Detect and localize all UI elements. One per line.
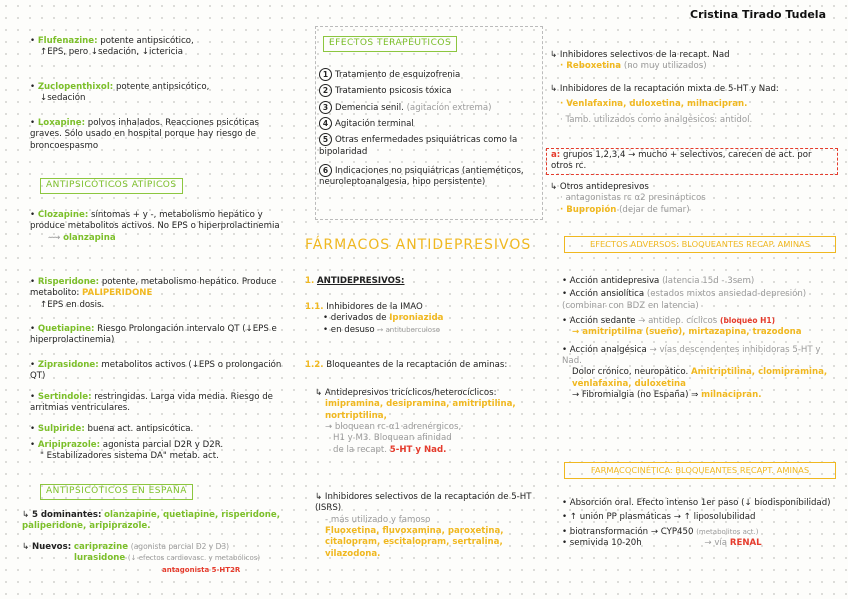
item-text: • Acción antidepresiva — [562, 276, 660, 286]
drug-name: Clozapine: — [37, 210, 89, 220]
note-text: → antidep. cíclicos — [638, 316, 718, 327]
item-text: • ↑ unión PP plasmáticas → ↑ liposolubilidad — [562, 512, 756, 523]
note-text: buena act. antipsicótica. — [87, 424, 194, 434]
drug-name: Loxapine: — [37, 118, 86, 128]
efecto-text: Tratamiento de esquizofrenia — [335, 70, 461, 80]
item-text: • semivida 10-20h — [562, 538, 642, 549]
atipicos-title — [40, 178, 183, 194]
note-text: (no muy utilizados) — [623, 61, 707, 72]
aripiprazole-note: • Aripiprazole: agonista parcial D2R y D2R. " Estabilizadores sistema DA" metab. act. — [30, 440, 285, 463]
bloqueantes-section — [305, 360, 543, 371]
efecto-text: Indicaciones no psiquiátricas (antieméticos, neuroleptoanalgesia, hipo persistente) — [319, 166, 524, 188]
number-icon: 1 — [319, 68, 332, 81]
drug-name: Risperidone: — [37, 277, 100, 287]
nad-section — [550, 50, 840, 73]
note-text: agonista parcial D2R y D2R. — [102, 440, 224, 450]
item-text: • biotransformación → CYP450 — [562, 526, 694, 537]
note-text: → vía — [704, 538, 728, 549]
drug-name: olanzapina — [63, 232, 116, 243]
clozapine-note: • Clozapine: síntomas + y -, metabolismo hepático y produce metabolitos activos. No EPS o hiperprolactinemia ⟿ olanzapina — [30, 210, 280, 243]
note-text: potente, metabolismo hepático. Produce metabolito: — [30, 277, 277, 299]
subsection-heading: ↳ Antidepresivos tricíclicos/heterocíclicos: — [315, 388, 497, 398]
triciclicos-section — [315, 388, 541, 456]
item-text: • Acción analgésica — [562, 344, 647, 355]
drug-list: Fluoxetina, fluvoxamina, paroxetina, citalopram, escitalopram, sertralina, vilazodona. — [325, 526, 504, 559]
note-text: potente antipsicótico, — [115, 82, 210, 92]
grupos-box — [546, 148, 838, 175]
note-text: · Tamb. utilizados como analgésicos: antidol. — [560, 114, 753, 125]
drug-list: imipramina, desipramina, amitriptilina, nortriptilina, — [325, 399, 516, 421]
section-heading: ANTIDEPRESIVOS: — [316, 276, 405, 286]
risperidone-note: • Risperidone: potente, metabolismo hepático. Produce metabolito: PALIPERIDONE ↑EPS en dosis. — [30, 277, 285, 311]
drug-name: · Reboxetina — [560, 61, 622, 72]
adversos-title: EFECTOS ADVERSOS: BLOQUEANTES RECAP. AMINAS — [564, 236, 836, 253]
farmacos-title: FÁRMACOS ANTIDEPRESIVOS — [305, 237, 532, 253]
section-heading: Inhibidores de la IMAO — [326, 302, 423, 312]
subsection-heading: ↳ Inhibidores selectivos de la recapt. Nad — [550, 50, 730, 60]
antidepresivos-heading — [305, 276, 543, 287]
note-marker: a: — [551, 150, 561, 160]
note-text: · antagonistas rc α2 presinápticos — [560, 193, 706, 204]
item-text: Dolor crónico, neuropático. — [572, 367, 689, 378]
espana-title — [40, 484, 193, 500]
subsection-heading: ↳ Otros antidepresivos — [550, 182, 649, 192]
drug-name: milnacipran. — [701, 390, 762, 401]
drug-list: Amitriptilina, clomipramina, venlafaxina, duloxetina — [572, 367, 828, 389]
note-text: - más utilizado y famoso — [325, 514, 431, 525]
note-text: (dejar de fumar) — [619, 204, 690, 215]
item-text: • Acción sedante — [562, 316, 636, 327]
note-text: → antituberculoso — [377, 325, 441, 334]
drug-name: Quetiapine: — [37, 324, 95, 334]
note-text: (↓ efectos cardiovasc. y metabólicos) — [127, 554, 261, 563]
number-icon: 6 — [319, 164, 332, 177]
drug-name: Flufenazine: — [37, 36, 98, 46]
sulpiride-note: • Sulpiride: buena act. antipsicótica. — [30, 424, 194, 434]
note-text: ↓sedación — [40, 93, 86, 104]
loxapine-note: • Loxapine: polvos inhalados. Reacciones psicóticas graves. Sólo usado en hospital porque hay riesgo de broncoespasmo — [30, 118, 259, 151]
otros-section — [550, 182, 840, 216]
section-number: 1. — [305, 276, 315, 286]
drug-name: Sulpiride: — [37, 424, 85, 434]
column-efectos-antidepresivos — [305, 0, 543, 599]
section-title: ANTIPSICÓTICOS ATÍPICOS — [40, 178, 183, 194]
drug-name: cariprazine — [73, 542, 129, 552]
drug-name: Ziprasidone: — [37, 360, 99, 370]
note-text: RENAL — [729, 538, 762, 549]
efecto-item — [319, 68, 537, 81]
ziprasidone-note: • Ziprasidone: metabolitos activos (↓EPS o prolongación QT) — [30, 360, 282, 382]
nuevos-note: ↳ Nuevos: cariprazine (agonista parcial D2 y D3) lurasidone (↓ efectos cardiovasc. y metabólicos) antagonista 5-HT2R — [22, 542, 261, 574]
note-text: de la recapt. — [333, 444, 388, 455]
note-text: metabolitos activos (↓EPS o prolongación QT) — [30, 360, 282, 382]
quetiapine-note: • Quetiapine: Riesgo Prolongación intervalo QT (↓EPS e hiperprolactinemia) — [30, 324, 277, 346]
efecto-item — [319, 101, 537, 114]
note-text: ↑EPS, pero ↓sedación, ↓ictericia — [40, 47, 184, 58]
efecto-item — [319, 84, 537, 97]
item-text: • Absorción oral. Efecto intenso 1er paso (↓ biodisponibilidad) — [562, 498, 831, 508]
drug-list: olanzapine, quetiapine, risperidone, paliperidone, aripiprazole. — [22, 510, 280, 532]
subsection-heading: ↳ Inhibidores selectivos de la recaptación de 5-HT (ISRS) — [315, 492, 532, 514]
note-text: (latencia 15d - 3sem) — [662, 276, 755, 286]
drug-name: lurasidone — [74, 553, 126, 564]
note-text: (bloqueo H1) — [720, 316, 776, 326]
efecto-text: Agitación terminal — [335, 119, 414, 130]
note-text: restringidas. Larga vida media. Riesgo de arritmias ventriculares. — [30, 392, 273, 414]
section-title: EFECTOS TERAPÉUTICOS — [323, 36, 457, 52]
note-text: grupos 1,2,3,4 → mucho + selectivos, carecen de act. por otros rc. — [551, 150, 812, 172]
efecto-text: Demencia senil. — [335, 102, 404, 113]
drug-name: Zuclopenthixol: — [37, 82, 114, 92]
section-number: 1.2. — [305, 360, 324, 370]
note-text: (agonista parcial D2 y D3) — [130, 542, 230, 551]
subsection-heading: ↳ Inhibidores de la recaptación mixta de 5-HT y Nad: — [550, 84, 779, 94]
number-icon: 3 — [319, 101, 332, 114]
note-text: (metabolitos act.) — [696, 527, 759, 536]
arrow-icon: ⟿ — [48, 232, 64, 243]
grupos-note — [546, 148, 838, 175]
efectos-title — [323, 36, 457, 52]
drug-name: Iproniazida — [389, 313, 444, 324]
item-text: • Acción ansiolítica — [562, 289, 645, 300]
drug-name: Aripiprazole: — [37, 440, 101, 450]
column-antipsicoticos — [22, 0, 290, 599]
note-text: • derivados de — [323, 313, 387, 324]
note-text: " Estabilizadores sistema DA" metab. act. — [40, 451, 219, 462]
note-text: Riesgo Prolongación intervalo QT (↓EPS e hiperprolactinemia) — [30, 324, 277, 346]
note-text: polvos inhalados. Reacciones psicóticas graves. Sólo usado en hospital porque hay riesgo de broncoespasmo — [30, 118, 259, 151]
number-icon: 2 — [319, 84, 332, 97]
isrs-section — [315, 492, 541, 560]
drug-name: PALIPERIDONE — [82, 288, 153, 299]
number-icon: 4 — [319, 117, 332, 130]
note-text: síntomas + y -, metabolismo hepático y produce metabolitos activos. No EPS o hiperprolactinemia — [30, 210, 280, 232]
section-title: ANTIPSICÓTICOS EN ESPAÑA — [40, 484, 193, 500]
drug-list: → amitriptilina (sueño), mirtazapina, trazodona — [572, 327, 802, 338]
farmacocinetica-title: FARMACOCINÉTICA: BLOQUEANTES RECAPT. AMINAS — [564, 462, 836, 479]
flufenazine-note: • Flufenazine: potente antipsicótico, ↑EPS, pero ↓sedación, ↓ictericia — [30, 36, 285, 59]
number-icon: 5 — [319, 133, 332, 146]
section-number: 1.1. — [305, 302, 324, 312]
note-text: ↑EPS en dosis. — [40, 299, 105, 310]
sertindole-note: • Sertindole: restringidas. Larga vida media. Riesgo de arritmias ventriculares. — [30, 392, 273, 414]
efecto-item — [319, 117, 537, 130]
note-text: → bloquean rc-α1 adrenérgicos, — [325, 422, 462, 433]
note-label: 5 dominantes: — [31, 510, 102, 520]
efecto-item — [319, 164, 537, 189]
efecto-text: Tratamiento psicosis tóxica — [335, 86, 452, 97]
note-text: → vías descendentes inhibidoras 5-HT y Nad. — [562, 344, 821, 367]
adversos-list — [562, 276, 838, 401]
note-text: H1 y M3. Bloquean afinidad — [333, 433, 452, 444]
note-text: 5-HT y Nad. — [389, 444, 447, 455]
note-text: antagonista 5-HT2R — [162, 565, 241, 574]
drug-name: Sertindole: — [37, 392, 92, 402]
item-text: → Fibromialgia (no España) ⇒ — [572, 390, 699, 401]
efecto-text: Otras enfermedades psiquiátricas como la bipolaridad — [319, 135, 518, 157]
note-text: • en desuso — [323, 324, 375, 335]
mixta-section — [550, 84, 840, 126]
note-text: (estados mixtos ansiedad-depresión) (combinar con BDZ en latencia) — [562, 289, 807, 311]
efectos-list — [319, 68, 537, 189]
dominantes-note: ↳ 5 dominantes: olanzapine, quetiapine, risperidone, paliperidone, aripiprazole. — [22, 510, 280, 532]
drug-name: · Bupropión — [560, 204, 617, 215]
drug-list: · Venlafaxina, duloxetina, milnacipran. — [560, 99, 748, 110]
note-label: Nuevos: — [31, 542, 72, 552]
efecto-item — [319, 133, 537, 158]
zuclopenthixol-note: • Zuclopenthixol: potente antipsicótico, ↓sedación — [30, 82, 285, 105]
note-text: potente antipsicótico, — [100, 36, 194, 46]
efecto-extra: (agitación extrema) — [406, 102, 492, 113]
section-heading: Bloqueantes de la recaptación de aminas: — [326, 360, 508, 370]
author-name: Cristina Tirado Tudela — [690, 8, 826, 21]
farmacocinetica-list — [562, 498, 838, 549]
imao-section — [305, 302, 543, 336]
column-antidepresivos-efectos — [550, 0, 842, 599]
